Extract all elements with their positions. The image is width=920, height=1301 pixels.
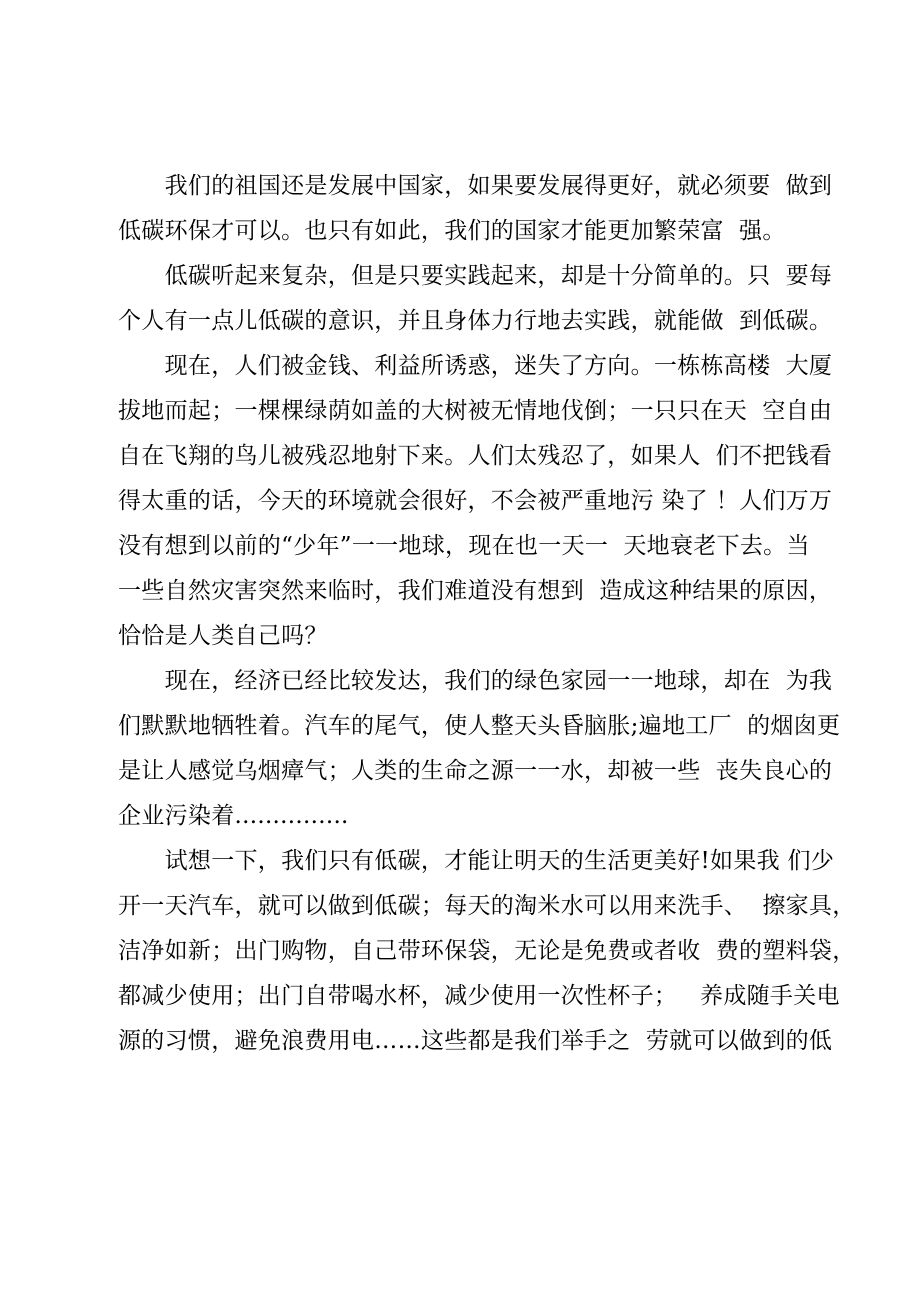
text-line: 现在，人们被金钱、利益所诱惑，迷失了方向。一栋栋高楼 大厦 xyxy=(118,353,833,379)
text-line: 源的习惯，避免浪费用电……这些都是我们举手之 劳就可以做到的低 xyxy=(118,1028,833,1054)
text-line: 恰恰是人类自己吗？ xyxy=(118,623,328,649)
text-line: 企业污染着............... xyxy=(118,803,349,829)
text-line: 我们的祖国还是发展中国家，如果要发展得更好，就必须要 做到 xyxy=(118,173,833,199)
text-line: 试想一下，我们只有低碳，才能让明天的生活更美好!如果我 们少 xyxy=(118,848,835,874)
text-line: 是让人感觉乌烟瘴气；人类的生命之源一一水，却被一些 丧失良心的 xyxy=(118,758,833,784)
text-line: 自在飞翔的鸟儿被残忍地射下来。人们太残忍了，如果人 们不把钱看 xyxy=(118,443,833,469)
text-line: 得太重的话，今天的环境就会很好，不会被严重地污 染了 ！人们万万 xyxy=(118,488,833,514)
text-line: 拔地而起；一棵棵绿荫如盖的大树被无情地伐倒；一只只在天 空自由 xyxy=(118,398,833,424)
text-line: 洁净如新；出门购物，自己带环保袋，无论是免费或者收 费的塑料袋， xyxy=(118,938,856,964)
text-line: 没有想到以前的“少年”一一地球，现在也一天一 天地衰老下去。当 xyxy=(118,533,810,559)
text-line: 们默默地牺牲着。汽车的尾气，使人整天头昏脑胀;遍地工厂 的烟囱更 xyxy=(118,713,841,739)
text-line: 一些自然灾害突然来临时，我们难道没有想到 造成这种结果的原因， xyxy=(118,578,833,604)
text-line: 个人有一点儿低碳的意识，并且身体力行地去实践，就能做 到低碳。 xyxy=(118,308,833,334)
text-line: 现在，经济已经比较发达，我们的绿色家园一一地球，却在 为我 xyxy=(118,668,833,694)
text-line: 都减少使用；出门自带喝水杯，减少使用一次性杯子； 养成随手关电 xyxy=(118,983,840,1009)
text-line: 低碳环保才可以。也只有如此，我们的国家才能更加繁荣富 强。 xyxy=(118,218,786,244)
text-line: 开一天汽车，就可以做到低碳；每天的淘米水可以用来洗手、 擦家具， xyxy=(118,893,856,919)
body-text xyxy=(118,164,856,1064)
text-line: 低碳听起来复杂，但是只要实践起来，却是十分简单的。只 要每 xyxy=(118,263,833,289)
